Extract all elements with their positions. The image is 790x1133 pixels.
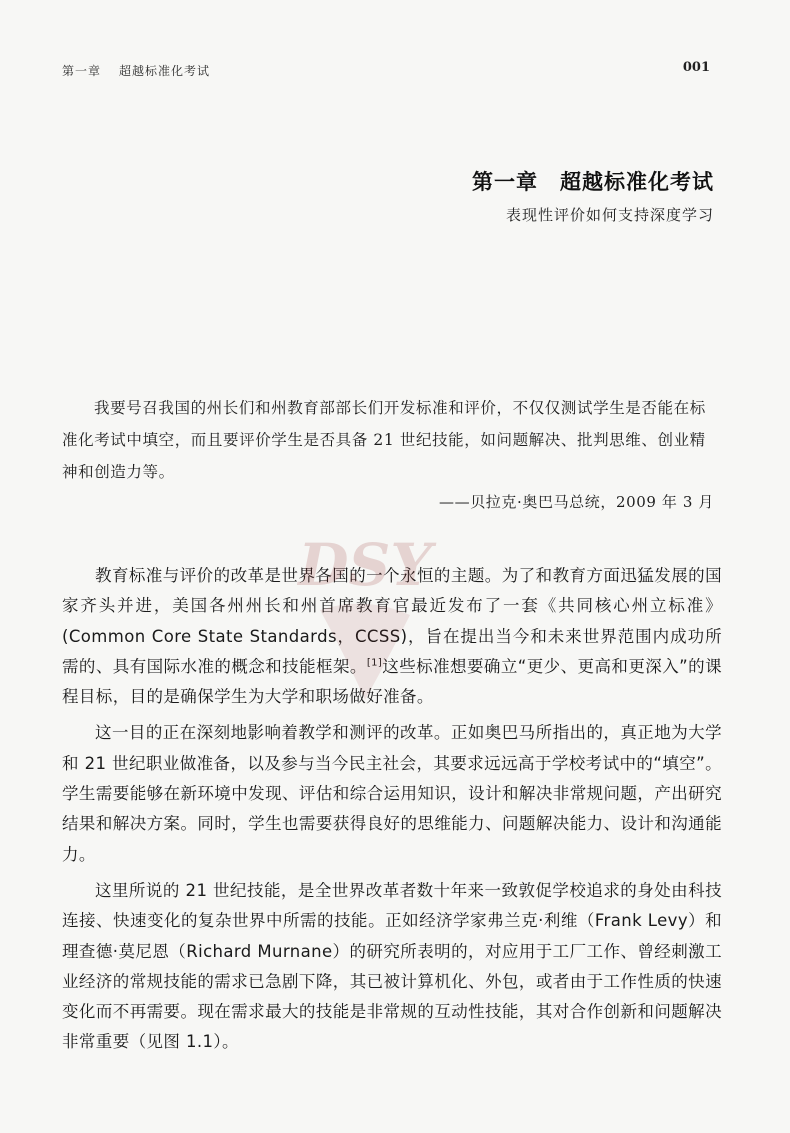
chapter-number: 第一章 xyxy=(472,169,538,194)
chapter-subtitle: 表现性评价如何支持深度学习 xyxy=(505,206,714,224)
body-paragraph: 这一目的正在深刻地影响着教学和测评的改革。正如奥巴马所指出的，真正地为大学和 21 世纪职业做准备，以及参与当今民主社会，其要求远远高于学校考试中的“填空”。学生需要能够在新环境中发现、评估和综合运用知识，设计和解决非常规问题，产出研究结果和解决方案。同时，学生也需要获得良好的思维能力、问题解决能力、设计和沟通能力。 xyxy=(62,723,722,864)
body-paragraph xyxy=(62,561,722,712)
epigraph-attribution: ——贝拉克·奥巴马总统，2009 年 3 月 xyxy=(439,493,714,511)
paragraph-text: 教育标准与评价的改革是世界各国的一个永恒的主题。为了和教育方面迅猛发展的国家齐头并进，美国各州州长和州首席教育官最近发布了一套《共同核心州立标准》(Common Core State Standards，CCSS)，旨在提出当今和未来世界范围内成功所需的、具有国际水准的概念和技能框架。 xyxy=(62,566,722,676)
footnote-reference[interactable]: [1] xyxy=(366,657,383,669)
running-head-chapter: 第一章 xyxy=(62,64,102,78)
body-text xyxy=(62,561,722,1064)
paragraph-text: 这些标准想要确立“更少、更高和更深入”的课程目标，目的是确保学生为大学和职场做好准备。 xyxy=(62,656,722,707)
page-number: 001 xyxy=(682,60,710,75)
chapter-title xyxy=(472,166,714,196)
epigraph-quote: 我要号召我国的州长们和州教育部部长们开发标准和评价，不仅仅测试学生是否能在标准化考试中填空，而且要评价学生是否具备 21 世纪技能，如问题解决、批判思维、创业精神和创造力等。 xyxy=(62,399,706,481)
body-paragraph: 这里所说的 21 世纪技能，是全世界改革者数十年来一致敦促学校追求的身处由科技连接、快速变化的复杂世界中所需的技能。正如经济学家弗兰克·利维（Frank Levy）和理查德·莫尼恩（Richard Murnane）的研究所表明的，对应用于工厂工作、曾经刺激工业经济的常规技能的需求已急剧下降，其已被计算机化、外包，或者由于工作性质的快速变化而不再需要。现在需求最大的技能是非常规的互动性技能，其对合作创新和问题解决非常重要（见图 1.1）。 xyxy=(62,880,722,1052)
chapter-name: 超越标准化考试 xyxy=(560,169,714,194)
running-head xyxy=(62,62,210,79)
svg-text:DSY: DSY xyxy=(298,531,432,599)
running-head-title: 超越标准化考试 xyxy=(119,64,211,78)
